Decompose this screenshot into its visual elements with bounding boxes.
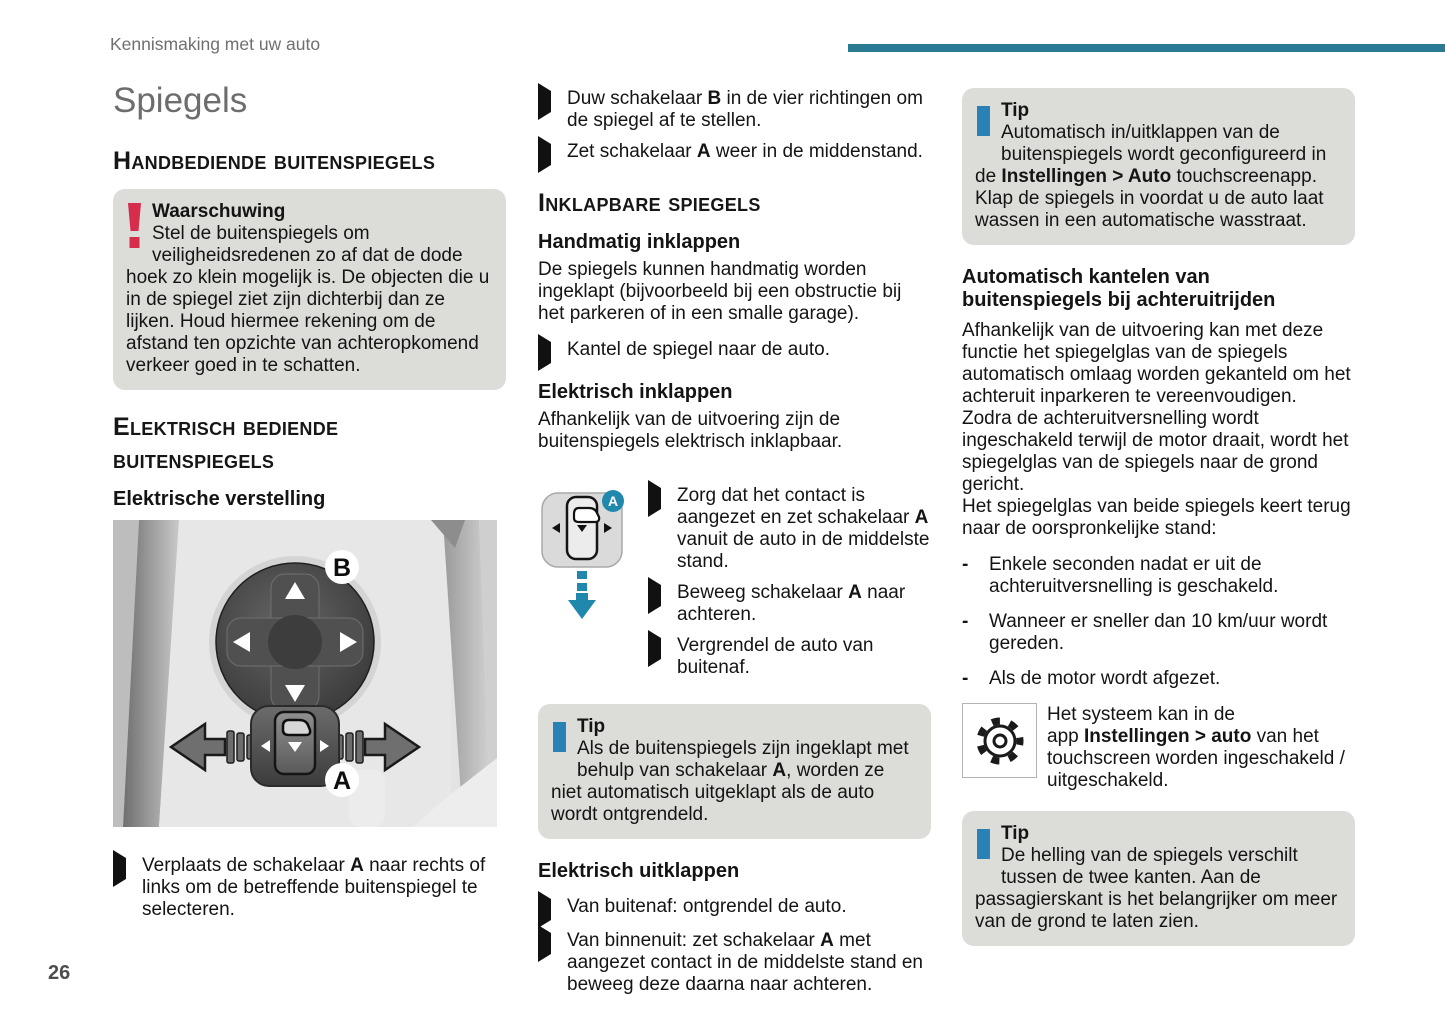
- gear-icon: [972, 713, 1028, 769]
- paragraph-auto-tilt-1: Afhankelijk van de uitvoering kan met deze functie het spiegelglas van de spiegels automatisch omlaag worden gekanteld om het achteruit inparkeren te vereenvoudigen.: [962, 320, 1351, 407]
- paragraph-auto-tilt-2: Zodra de achteruitversnelling wordt ingeschakeld terwijl de motor draait, wordt het spiegelglas van de spiegels naar de grond gericht.: [962, 408, 1349, 495]
- tip-body: De helling van de spiegels verschilt tussen de twee kanten. Aan de passagierskant is het belangrijker om meer van de grond te laten zien.: [975, 845, 1338, 932]
- right-column: [962, 80, 1355, 967]
- info-icon: [977, 825, 990, 871]
- warning-box: [113, 189, 506, 390]
- instruction-unfold-outside: Van buitenaf: ontgrendel de auto.: [538, 896, 931, 921]
- settings-icon-box: [962, 703, 1037, 778]
- page-title: Spiegels: [113, 81, 248, 120]
- section-heading-manual-mirrors: Handbediende buitenspiegels: [113, 147, 436, 175]
- middle-column: [538, 80, 931, 1005]
- paragraph-electric-folding: Afhankelijk van de uitvoering zijn de buitenspiegels elektrisch inklapbaar.: [538, 409, 843, 452]
- bullet-triangle-icon: [648, 582, 677, 626]
- accent-bar: [848, 44, 1445, 52]
- paragraph-manual-folding: De spiegels kunnen handmatig worden ingeklapt (bijvoorbeeld bij een obstructie bij het parkeren of in een smalle garage).: [538, 259, 902, 324]
- bullet-triangle-icon: [538, 930, 567, 996]
- bullet-triangle-icon: [648, 485, 677, 573]
- tip-body: Automatisch in/uitklappen van de buitenspiegels wordt geconfigureerd in de Instellingen > Auto touchscreenapp. Klap de spiegels in voordat u de auto laat wassen in een automatische wasstraat.: [975, 122, 1327, 231]
- tip-box-mirror-angle: [962, 811, 1355, 946]
- instruction-fold-step-1: Zorg dat het contact is aangezet en zet schakelaar A vanuit de auto in de middelste stand.: [648, 485, 931, 573]
- subheading-electric-folding: Elektrisch inklappen: [538, 381, 733, 403]
- section-heading-folding-mirrors: Inklapbare spiegels: [538, 189, 761, 217]
- warning-title: Waarschuwing: [152, 201, 286, 222]
- tip-title: Tip: [577, 716, 606, 737]
- figure-label-b: B: [332, 554, 352, 582]
- running-header: Kennismaking met uw auto: [110, 34, 321, 54]
- bullet-triangle-icon: [113, 855, 142, 921]
- paragraph-auto-tilt-3: Het spiegelglas van beide spiegels keert terug naar de oorspronkelijke stand:: [962, 496, 1351, 539]
- instruction-fold-step-3: Vergrendel de auto van buitenaf.: [648, 635, 931, 679]
- condition-item-1: - Enkele seconden nadat er uit de achteruitversnelling is geschakeld.: [962, 554, 1279, 597]
- dash-marker: -: [962, 611, 969, 632]
- instruction-push-switch-b: Duw schakelaar B in de vier richtingen om de spiegel af te stellen.: [538, 88, 931, 132]
- mirror-glyph-icon: [283, 720, 310, 735]
- instruction-switch-a-center: Zet schakelaar A weer in de middenstand.: [538, 141, 931, 166]
- section-heading-electric-mirrors: Elektrisch bediende buitenspiegels: [113, 413, 339, 474]
- bullet-triangle-icon: [538, 141, 567, 166]
- warning-body: Stel de buitenspiegels om veiligheidsredenen zo af dat de dode hoek zo klein mogelijk is. De objecten die u in de spiegel ziet zijn dichterbij dan ze lijken. Houd hiermee rekening om de afstand ten opzichte van achteropkomend verkeer goed in te schatten.: [126, 223, 490, 376]
- tip-body: Als de buitenspiegels zijn ingeklapt met behulp van schakelaar A, worden ze niet automatisch uitgeklapt als de auto wordt ontgrendeld.: [551, 738, 909, 825]
- instruction-tilt-mirror: Kantel de spiegel naar de auto.: [538, 339, 931, 364]
- bullet-triangle-icon: [648, 635, 677, 679]
- info-icon: [977, 102, 990, 148]
- bullet-triangle-icon: [538, 88, 567, 132]
- settings-note-text: Het systeem kan in de app Instellingen > auto van het touchscreen worden ingeschakeld / uitgeschakeld.: [1047, 704, 1345, 791]
- mirror-glyph-icon: [574, 508, 599, 522]
- subheading-electric-unfolding: Elektrisch uitklappen: [538, 860, 740, 882]
- figure-label-a: A: [332, 767, 352, 795]
- subheading-manual-folding: Handmatig inklappen: [538, 231, 741, 253]
- tip-title: Tip: [1001, 100, 1030, 121]
- left-column: [113, 80, 506, 930]
- mirror-switch-figure: [113, 520, 497, 827]
- figure-label-a: A: [607, 493, 619, 509]
- dash-marker: -: [962, 554, 969, 575]
- tip-title: Tip: [1001, 823, 1030, 844]
- subheading-electric-adjustment: Elektrische verstelling: [113, 488, 326, 510]
- folding-switch-figure: [538, 487, 634, 623]
- instruction-select-mirror: Verplaats de schakelaar A naar rechts of links om de betreffende buitenspiegel te selecteren.: [113, 855, 506, 921]
- instruction-fold-step-2: Beweeg schakelaar A naar achteren.: [648, 582, 931, 626]
- condition-item-3: - Als de motor wordt afgezet.: [962, 668, 1221, 689]
- instruction-unfold-inside: Van binnenuit: zet schakelaar A met aangezet contact in de middelste stand en beweeg deze daarna naar achteren.: [538, 930, 931, 996]
- bullet-triangle-icon: [538, 339, 567, 364]
- condition-item-2: - Wanneer er sneller dan 10 km/uur wordt gereden.: [962, 611, 1328, 654]
- heading-auto-tilt-reversing: Automatisch kantelen van buitenspiegels bij achteruitrijden: [962, 266, 1276, 311]
- info-icon: [553, 718, 566, 764]
- down-arrow-icon: [568, 593, 596, 619]
- tip-box-auto-folding: [962, 88, 1355, 245]
- settings-note-row: [962, 703, 1355, 792]
- tip-box-folding: [538, 704, 931, 839]
- dash-marker: -: [962, 668, 969, 689]
- warning-exclamation-icon: [127, 203, 142, 249]
- bullet-triangle-icon: [538, 896, 567, 921]
- folding-switch-figure-row: [538, 485, 931, 688]
- page-number: 26: [48, 962, 71, 984]
